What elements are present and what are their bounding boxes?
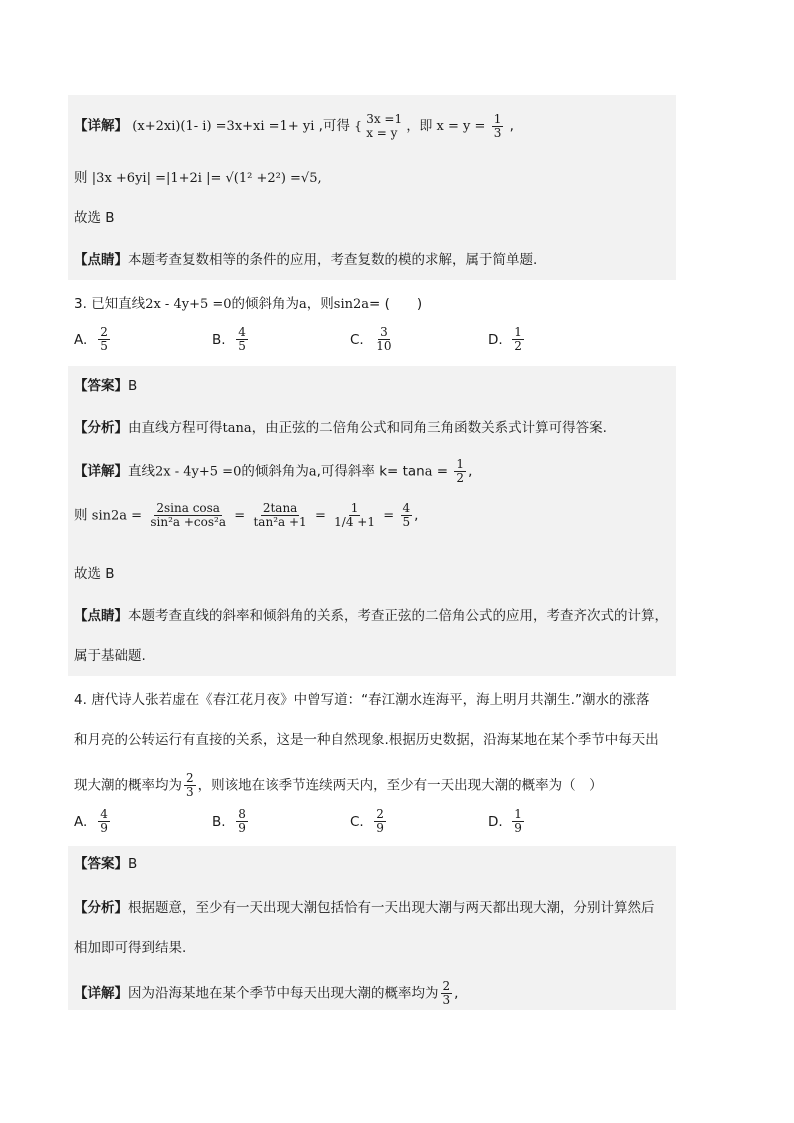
- calc-fraction-1: [148, 502, 228, 529]
- fraction-numerator: 2: [186, 771, 194, 785]
- q3-option-b[interactable]: [212, 326, 250, 353]
- fraction-denominator: 9: [514, 821, 522, 835]
- fraction-numerator: 2: [100, 325, 108, 339]
- stem-equation: 2x - 4y+5 =0: [145, 297, 232, 312]
- fraction-denominator: sin²a +cos²a: [150, 515, 226, 529]
- fraction-denominator: 9: [376, 821, 384, 835]
- option-fraction: [374, 808, 386, 835]
- option-fraction: [98, 808, 110, 835]
- fraction-numerator: 1: [514, 325, 522, 339]
- detail-equation: 2x - 4y+5 =0: [155, 464, 242, 480]
- detail-alpha: a: [308, 464, 317, 480]
- option-fraction: [374, 326, 393, 353]
- question-number: 3.: [74, 296, 87, 312]
- fraction-numerator: 2: [442, 979, 451, 993]
- slope-fraction: [454, 458, 466, 485]
- stem-alpha: a: [299, 297, 307, 312]
- fraction-denominator: 9: [238, 821, 246, 835]
- fraction-denominator: 5: [402, 515, 411, 529]
- answer-value: B: [128, 856, 138, 872]
- stem-text-d: = ( ): [369, 296, 423, 312]
- detail-tag: 【详解】: [74, 118, 128, 134]
- calc-end: ,: [414, 507, 419, 524]
- fraction-one-third: [492, 113, 504, 140]
- answer-value: B: [128, 378, 138, 394]
- calc-fraction-3: [332, 502, 377, 529]
- q2-choose-line: [74, 208, 115, 228]
- answer-tag: 【答案】: [74, 856, 128, 872]
- fraction-denominator: 2: [456, 471, 465, 485]
- fraction-denominator: tan²a +1: [253, 515, 307, 529]
- stem-text-3b: ，则该地在该季节连续两天内，至少有一天出现大潮的概率为（ ）: [197, 777, 603, 794]
- comment-tag: 【点睛】: [74, 252, 128, 268]
- detail-end: ,: [468, 463, 473, 480]
- analysis-text-1: 根据题意，至少有一天出现大潮包括恰有一天出现大潮与两天都出现大潮，分别计算然后: [128, 900, 655, 916]
- calc-fraction-4: [401, 502, 413, 529]
- detail-then: ，即 x = y =: [406, 119, 486, 134]
- comment-text: 本题考查复数相等的条件的应用，考查复数的模的求解，属于简单题.: [128, 252, 538, 268]
- fraction-denominator: 5: [100, 339, 108, 353]
- analysis-tag: 【分析】: [74, 900, 128, 916]
- stem-text-a: 已知直线: [91, 296, 146, 312]
- probability-fraction: [184, 772, 196, 799]
- fraction-numerator: 1: [493, 111, 502, 126]
- fraction-denominator: 3: [186, 785, 194, 799]
- calc-fraction-2: [251, 502, 308, 529]
- analysis-text-2: 相加即可得到结果.: [74, 940, 187, 956]
- option-letter: C.: [350, 813, 364, 830]
- detail-text-a: 直线: [128, 463, 155, 480]
- q4-stem-line-2: [74, 730, 659, 750]
- detail-end: ,: [509, 118, 514, 134]
- q3-option-a[interactable]: [74, 326, 112, 353]
- q3-comment-line-2: [74, 646, 146, 666]
- fraction-numerator: 2: [376, 807, 384, 821]
- fraction-numerator: 1: [456, 457, 465, 471]
- option-fraction: [236, 808, 248, 835]
- calc-lhs: sin2a =: [91, 508, 143, 524]
- system-brace: {: [354, 118, 362, 133]
- detail-tag: 【详解】: [74, 985, 128, 1002]
- answer-tag: 【答案】: [74, 378, 128, 394]
- detail-text: 因为沿海某地在某个季节中每天出现大潮的概率均为: [128, 985, 439, 1002]
- system-line-1: 3x =1: [366, 112, 403, 126]
- calc-prefix: 则: [74, 507, 88, 524]
- fraction-numerator: 3: [380, 325, 388, 339]
- fraction-denominator: 9: [100, 821, 108, 835]
- q4-analysis-line-2: [74, 938, 186, 958]
- q3-option-d[interactable]: [488, 326, 526, 353]
- equation-system: [366, 112, 402, 140]
- choose-text: 故选 B: [74, 210, 115, 226]
- question-number: 4.: [74, 692, 87, 708]
- option-letter: B.: [212, 331, 226, 348]
- option-letter: D.: [488, 331, 503, 348]
- q3-stem: [74, 294, 422, 315]
- fraction-numerator: 1: [514, 807, 522, 821]
- q2-modulus-line: [74, 168, 322, 189]
- q3-detail-line: [74, 458, 472, 485]
- analysis-text-a: 由直线方程可得: [128, 420, 223, 436]
- q4-option-d[interactable]: [488, 808, 526, 835]
- detail-tag: 【详解】: [74, 463, 128, 480]
- fraction-denominator: 5: [238, 339, 246, 353]
- stem-text-c: ，则: [306, 296, 334, 312]
- q2-detail-line: [74, 112, 514, 140]
- fraction-numerator: 4: [402, 501, 411, 515]
- detail-text-c: ,可得斜率 k= tan: [316, 463, 425, 480]
- q3-comment-line-1: [74, 606, 668, 626]
- option-fraction: [98, 326, 110, 353]
- q4-stem-line-1: [74, 690, 649, 710]
- modulus-prefix: 则: [74, 170, 88, 186]
- q3-analysis-line: [74, 418, 607, 439]
- stem-text-b: 的倾斜角为: [231, 296, 300, 312]
- option-letter: B.: [212, 813, 226, 830]
- choose-text: 故选 B: [74, 566, 115, 582]
- q4-stem-line-3: [74, 772, 603, 799]
- fraction-numerator: 2sina cosa: [156, 501, 220, 515]
- equals-sign: =: [383, 508, 395, 524]
- option-fraction: [236, 326, 248, 353]
- option-fraction: [512, 326, 524, 353]
- q3-calc-line: [74, 502, 418, 529]
- q4-option-c[interactable]: [350, 808, 388, 835]
- fraction-denominator: 1/4 +1: [334, 515, 375, 529]
- q2-comment-line: [74, 250, 537, 270]
- q4-option-b[interactable]: [212, 808, 250, 835]
- option-letter: C.: [350, 331, 364, 348]
- q4-analysis-line-1: [74, 898, 655, 918]
- fraction-numerator: 4: [238, 325, 246, 339]
- detail-alpha-2: a: [424, 464, 433, 480]
- stem-text-1: 唐代诗人张若虚在《春江花月夜》中曾写道：“春江潮水连海平，海上明月共潮生.”潮水的涨落: [91, 692, 650, 708]
- stem-sin: sin2a: [333, 297, 370, 312]
- detail-fraction: [441, 980, 453, 1007]
- option-letter: A.: [74, 813, 88, 830]
- detail-eq-sign: =: [432, 463, 449, 480]
- stem-text-2: 和月亮的公转运行有直接的关系，这是一种自然现象.根据历史数据，沿海某地在某个季节中每天出: [74, 732, 659, 748]
- option-letter: D.: [488, 813, 503, 830]
- detail-connector: ,可得: [318, 118, 350, 134]
- fraction-denominator: 3: [493, 125, 502, 140]
- analysis-text-b: ，由正弦的二倍角公式和同角三角函数关系式计算可得答案.: [251, 420, 607, 436]
- fraction-numerator: 8: [238, 807, 246, 821]
- comment-text-2: 属于基础题.: [74, 648, 146, 664]
- comment-text-1: 本题考查直线的斜率和倾斜角的关系，考查正弦的二倍角公式的应用，考查齐次式的计算，: [128, 608, 668, 624]
- fraction-denominator: 3: [442, 993, 451, 1007]
- option-letter: A.: [74, 331, 88, 348]
- fraction-denominator: 10: [376, 339, 392, 353]
- modulus-equation: |3x +6yi| =|1+2i |= √(1² +2²) =√5,: [91, 171, 322, 186]
- fraction-denominator: 2: [514, 339, 522, 353]
- equals-sign: =: [314, 508, 326, 524]
- system-line-2: x = y: [366, 126, 398, 140]
- q4-answer-line: [74, 854, 137, 874]
- detail-text-b: 的倾斜角为: [241, 463, 309, 480]
- detail-equation: (x+2xi)(1- i) =3x+xi =1+ yi: [132, 119, 315, 134]
- equals-sign: =: [234, 508, 246, 524]
- option-fraction: [512, 808, 524, 835]
- fraction-numerator: 1: [350, 501, 359, 515]
- comment-tag: 【点睛】: [74, 608, 128, 624]
- analysis-tag: 【分析】: [74, 420, 128, 436]
- fraction-numerator: 4: [100, 807, 108, 821]
- detail-end: ,: [454, 985, 459, 1002]
- q3-option-c[interactable]: [350, 326, 396, 353]
- q4-detail-line: [74, 980, 458, 1007]
- analysis-tan: tana: [222, 421, 252, 436]
- fraction-numerator: 2tana: [262, 501, 298, 515]
- q3-answer-line: [74, 376, 137, 396]
- q3-choose-line: [74, 564, 115, 584]
- q4-option-a[interactable]: [74, 808, 112, 835]
- stem-text-3a: 现大潮的概率均为: [74, 777, 182, 794]
